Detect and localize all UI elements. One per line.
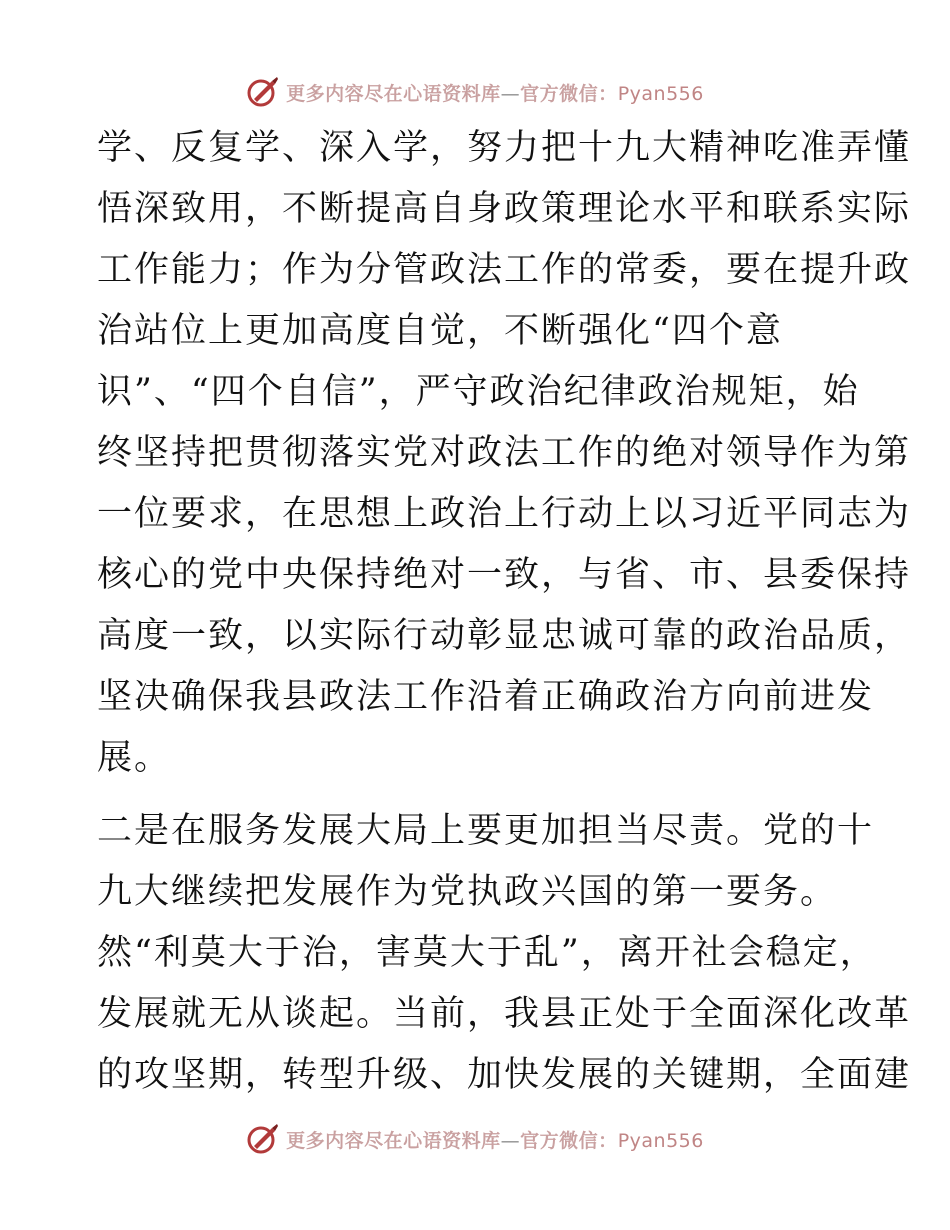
footer-watermark-account-label: 官方微信： <box>520 1129 618 1152</box>
text-line: 悟深致用，不断提高自身政策理论水平和联系实际 <box>97 189 912 229</box>
paragraph-spacer <box>97 789 857 801</box>
text-line: 二是在服务发展大局上要更加担当尽责。党的十 <box>97 811 875 851</box>
text-line: 治站位上更加高度自觉，不断强化“四个意 <box>97 311 783 351</box>
paragraph-2 <box>97 801 912 1106</box>
paragraph-1 <box>97 118 912 789</box>
text-line: 发展就无从谈起。当前，我县正处于全面深化改革 <box>97 994 912 1034</box>
text-line: 一位要求，在思想上政治上行动上以习近平同志为 <box>97 494 912 534</box>
header-watermark <box>0 72 950 112</box>
quill-logo-icon <box>246 1122 280 1156</box>
text-line: 终坚持把贯彻落实党对政法工作的绝对领导作为第 <box>97 433 912 473</box>
text-line: 学、反复学、深入学，努力把十九大精神吃准弄懂 <box>97 128 912 168</box>
footer-watermark-account-id: Pyan556 <box>617 1129 704 1152</box>
text-line: 工作能力；作为分管政法工作的常委，要在提升政 <box>97 250 912 290</box>
header-watermark-account-id: Pyan556 <box>617 82 704 105</box>
footer-watermark-cn: 更多内容尽在心语资料库 <box>286 1129 501 1152</box>
text-line: 识”、“四个自信”，严守政治纪律政治规矩，始 <box>97 372 860 412</box>
text-line: 的攻坚期，转型升级、加快发展的关键期，全面建 <box>97 1055 912 1095</box>
footer-watermark-dash: — <box>500 1129 521 1152</box>
header-watermark-cn: 更多内容尽在心语资料库 <box>286 82 501 105</box>
text-line: 然“利莫大于治，害莫大于乱”，离开社会稳定， <box>97 933 877 973</box>
text-line: 九大继续把发展作为党执政兴国的第一要务。 <box>97 872 838 912</box>
header-watermark-account-label: 官方微信： <box>520 82 618 105</box>
text-line: 核心的党中央保持绝对一致，与省、市、县委保持 <box>97 555 912 595</box>
header-watermark-text <box>286 79 704 106</box>
quill-logo-icon <box>246 75 280 109</box>
text-line: 高度一致，以实际行动彰显忠诚可靠的政治品质， <box>97 616 912 656</box>
document-body <box>97 118 912 1106</box>
text-line: 展。 <box>97 738 172 778</box>
footer-watermark-text <box>286 1126 704 1153</box>
footer-watermark <box>0 1119 950 1159</box>
text-line: 坚决确保我县政法工作沿着正确政治方向前进发 <box>97 677 875 717</box>
header-watermark-dash: — <box>500 82 521 105</box>
